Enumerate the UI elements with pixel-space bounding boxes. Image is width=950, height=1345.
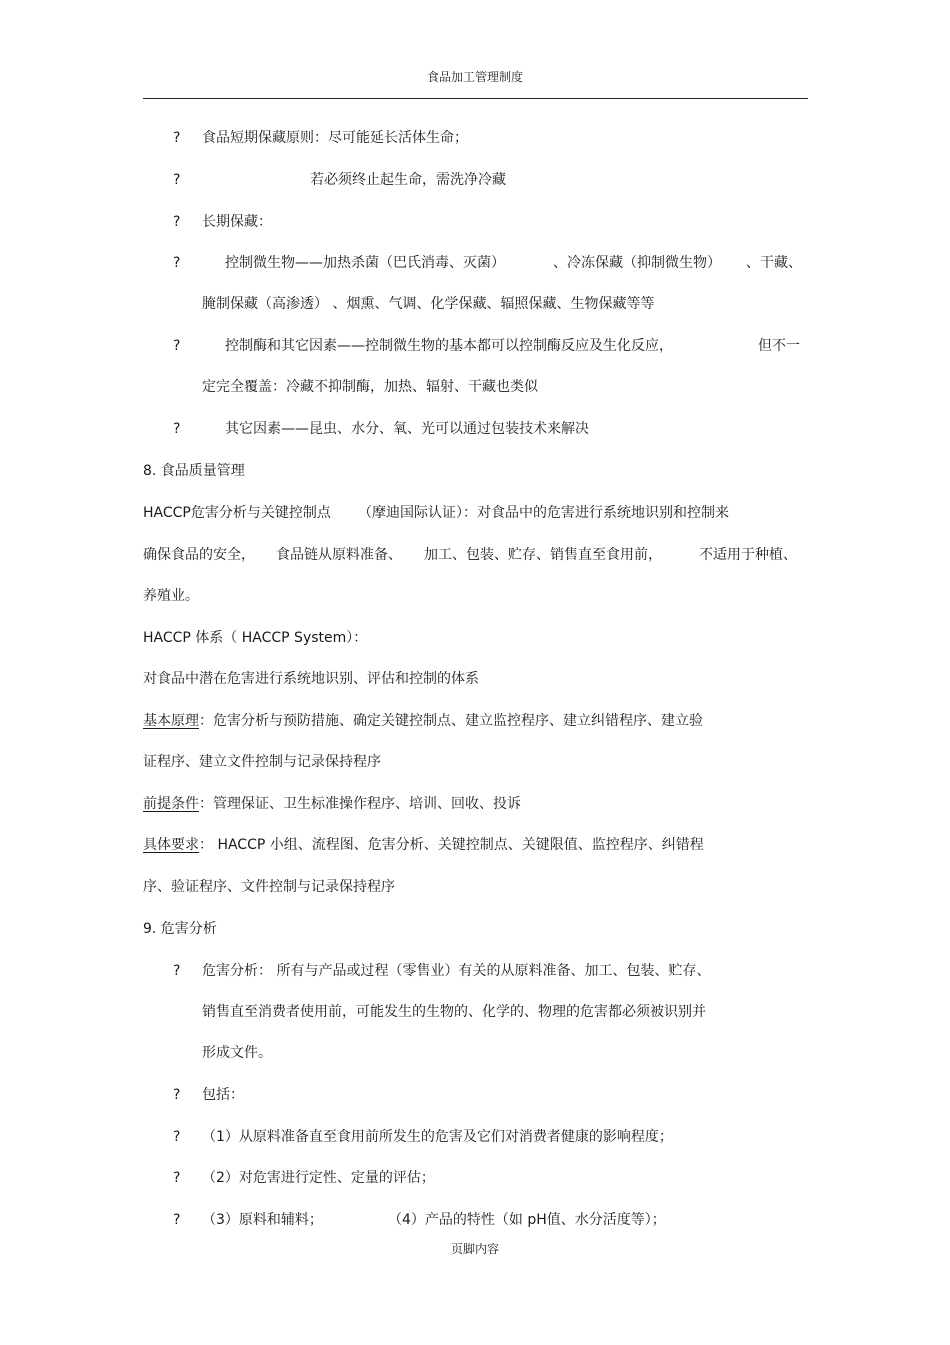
text-line: （1）从原料准备直至食用前所发生的危害及它们对消费者健康的影响程度； <box>202 1129 673 1145</box>
bullet: ? <box>173 1129 181 1145</box>
page-footer: 页脚内容 <box>450 1242 499 1256</box>
text-line: 长期保藏： <box>202 214 272 230</box>
section-heading: 9. 危害分析 <box>143 921 217 937</box>
text-line: 腌制保藏（高渗透） 、烟熏、气调、化学保藏、辐照保藏、生物保藏等等 <box>202 296 655 312</box>
text-line: 证程序、建立文件控制与记录保持程序 <box>143 754 381 770</box>
text-line: （3）原料和辅料； <box>202 1212 323 1228</box>
text-line: （2）对危害进行定性、定量的评估； <box>202 1170 435 1186</box>
text-line: 、干藏、 <box>746 255 802 271</box>
text-line: HACCP危害分析与关键控制点 <box>143 505 331 521</box>
text-line: HACCP 体系（ HACCP System）： <box>143 630 368 646</box>
bullet: ? <box>173 214 181 230</box>
text-line: 加工、包装、贮存、销售直至食用前， <box>424 547 662 563</box>
page-header: 食品加工管理制度 <box>426 70 523 84</box>
text-line: 、冷冻保藏（抑制微生物） <box>553 255 721 271</box>
prerequisite-line <box>143 794 521 814</box>
bullet: ? <box>173 172 181 188</box>
text-line: 其它因素——昆虫、水分、氧、光可以通过包装技术来解决 <box>225 421 589 437</box>
text-line: 包括： <box>202 1087 244 1103</box>
prerequisite-label: 前提条件 <box>143 796 199 812</box>
text-line: 但不一 <box>758 338 800 354</box>
text-line: 序、验证程序、文件控制与记录保持程序 <box>143 879 395 895</box>
text-line: 控制酶和其它因素——控制微生物的基本都可以控制酶反应及生化反应， <box>225 338 673 354</box>
principle-text: ：危害分析与预防措施、确定关键控制点、建立监控程序、建立纠错程序、建立验 <box>199 713 703 729</box>
text-line: 食品短期保藏原则：尽可能延长活体生命； <box>202 130 468 146</box>
text-line: 食品链从原料准备、 <box>276 547 402 563</box>
text-line: 不适用于种植、 <box>699 547 797 563</box>
requirement-label: 具体要求 <box>143 837 199 853</box>
requirement-text: ： HACCP 小组、流程图、危害分析、关键控制点、关键限值、监控程序、纠错程 <box>199 837 704 853</box>
text-line: 对食品中潜在危害进行系统地识别、评估和控制的体系 <box>143 671 479 687</box>
prerequisite-text: ：管理保证、卫生标准操作程序、培训、回收、投诉 <box>199 796 521 812</box>
text-line: 危害分析： 所有与产品或过程（零售业）有关的从原料准备、加工、包装、贮存、 <box>202 963 711 979</box>
text-line: 控制微生物——加热杀菌（巴氏消毒、灭菌） <box>225 255 505 271</box>
requirement-line <box>143 835 704 855</box>
text-line: 若必须终止起生命，需洗净冷藏 <box>310 172 506 188</box>
text-line: 定完全覆盖：冷藏不抑制酶，加热、辐射、干藏也类似 <box>202 379 538 395</box>
principle-label: 基本原理 <box>143 713 199 729</box>
bullet: ? <box>173 255 181 271</box>
text-line: 确保食品的安全， <box>143 547 255 563</box>
bullet: ? <box>173 421 181 437</box>
bullet: ? <box>173 338 181 354</box>
bullet: ? <box>173 130 181 146</box>
text-line: （摩迪国际认证）：对食品中的危害进行系统地识别和控制来 <box>358 505 729 521</box>
text-line: 养殖业。 <box>143 588 199 604</box>
text-line: 形成文件。 <box>202 1045 272 1061</box>
bullet: ? <box>173 1087 181 1103</box>
text-line: （4）产品的特性（如 pH值、水分活度等）； <box>388 1212 666 1228</box>
principle-line <box>143 711 703 731</box>
bullet: ? <box>173 1170 181 1186</box>
bullet: ? <box>173 963 181 979</box>
bullet: ? <box>173 1212 181 1228</box>
section-heading: 8. 食品质量管理 <box>143 463 245 479</box>
header-divider <box>143 98 808 99</box>
text-line: 销售直至消费者使用前，可能发生的生物的、化学的、物理的危害都必须被识别并 <box>202 1004 706 1020</box>
